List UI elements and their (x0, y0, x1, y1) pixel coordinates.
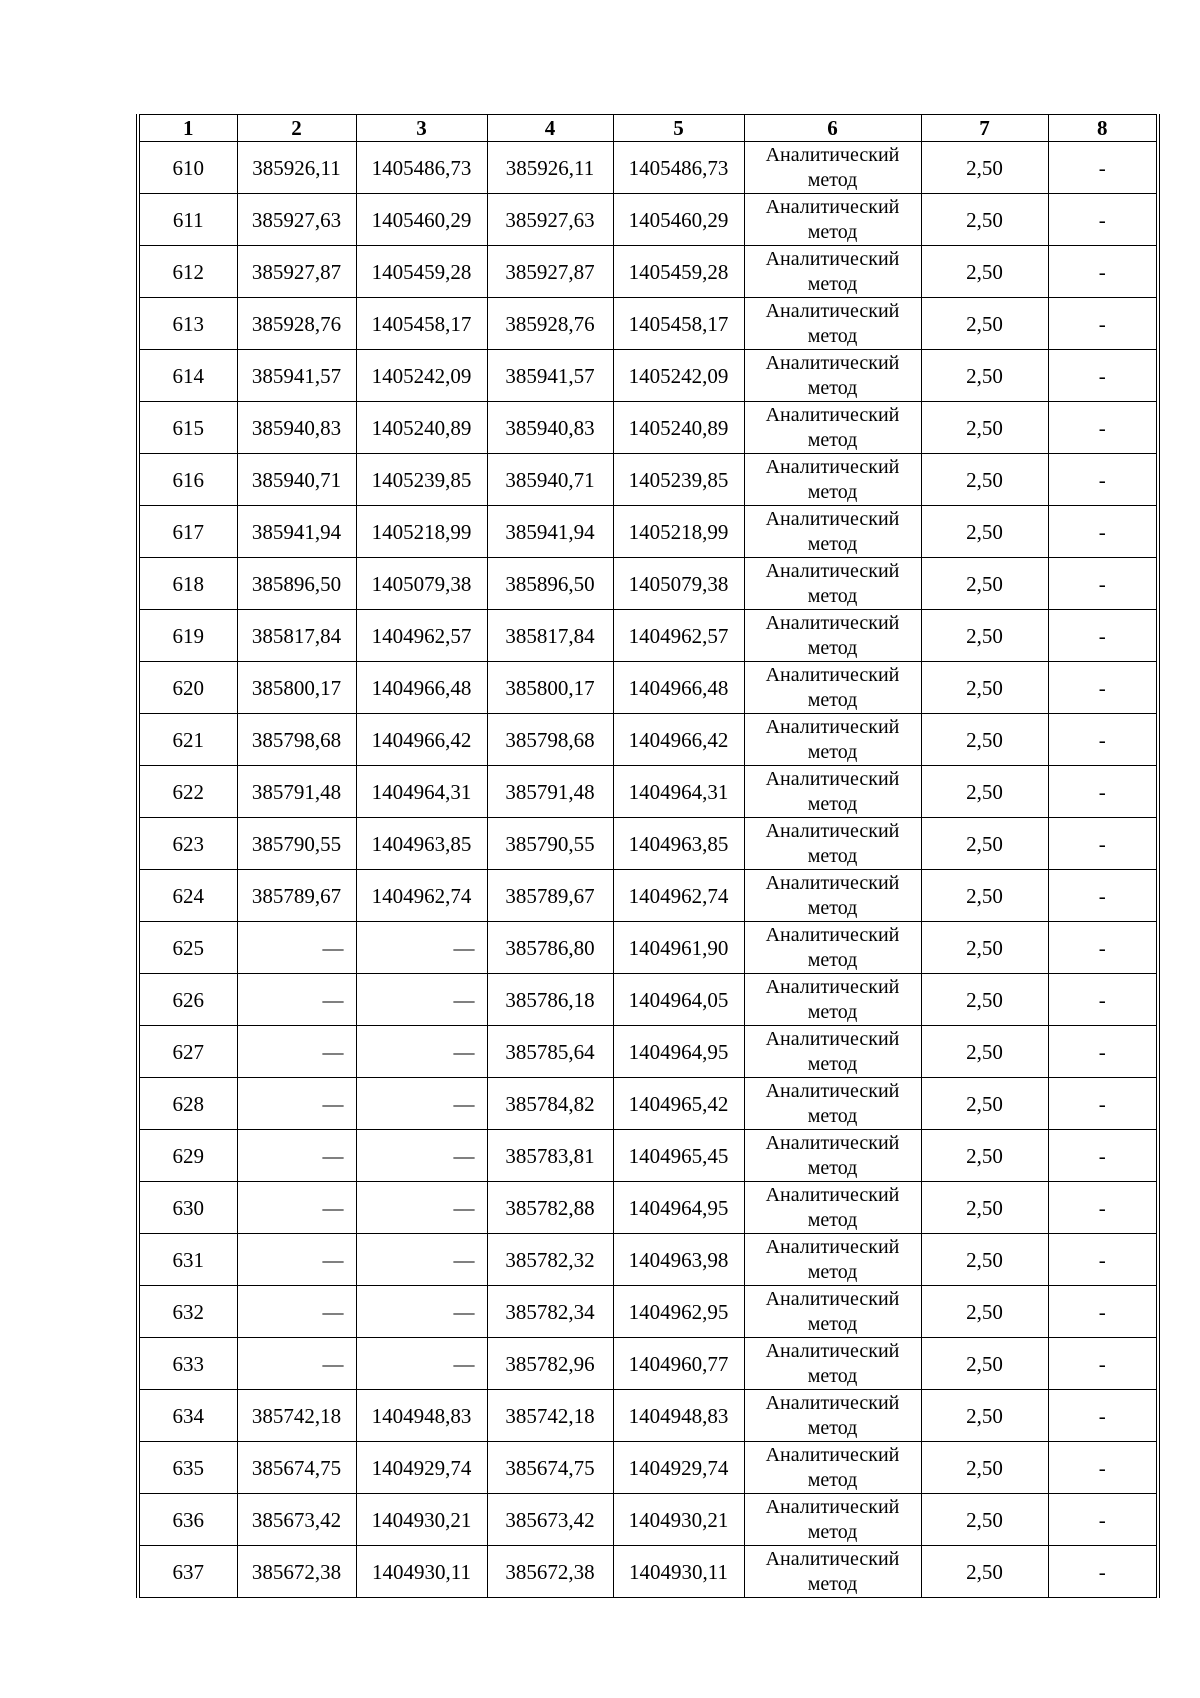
description-cell: - (1048, 1130, 1158, 1182)
table-row (138, 506, 1158, 558)
description-cell: - (1048, 974, 1158, 1026)
method-cell: Аналитический метод (744, 974, 921, 1026)
old-y-cell: — (356, 1026, 487, 1078)
new-y-cell: 1405218,99 (613, 506, 744, 558)
old-x-cell: 385672,38 (237, 1546, 356, 1598)
new-x-cell: 385786,80 (487, 922, 613, 974)
point-number-cell: 627 (138, 1026, 237, 1078)
description-cell: - (1048, 1286, 1158, 1338)
new-x-cell: 385941,94 (487, 506, 613, 558)
point-number-cell: 615 (138, 402, 237, 454)
old-y-cell: 1405460,29 (356, 194, 487, 246)
method-cell: Аналитический метод (744, 1130, 921, 1182)
table-row (138, 1442, 1158, 1494)
point-number-cell: 630 (138, 1182, 237, 1234)
accuracy-cell: 2,50 (921, 1182, 1048, 1234)
old-y-cell: 1405239,85 (356, 454, 487, 506)
old-y-cell: 1404963,85 (356, 818, 487, 870)
new-x-cell: 385742,18 (487, 1390, 613, 1442)
accuracy-cell: 2,50 (921, 558, 1048, 610)
new-y-cell: 1404965,45 (613, 1130, 744, 1182)
old-x-cell: 385817,84 (237, 610, 356, 662)
method-cell: Аналитический метод (744, 142, 921, 194)
method-cell: Аналитический метод (744, 454, 921, 506)
method-cell: Аналитический метод (744, 818, 921, 870)
method-cell: Аналитический метод (744, 1494, 921, 1546)
method-cell: Аналитический метод (744, 298, 921, 350)
old-x-cell: — (237, 1338, 356, 1390)
new-x-cell: 385786,18 (487, 974, 613, 1026)
new-x-cell: 385782,88 (487, 1182, 613, 1234)
method-cell: Аналитический метод (744, 402, 921, 454)
accuracy-cell: 2,50 (921, 818, 1048, 870)
column-header: 4 (487, 115, 613, 142)
point-number-cell: 618 (138, 558, 237, 610)
accuracy-cell: 2,50 (921, 870, 1048, 922)
accuracy-cell: 2,50 (921, 922, 1048, 974)
description-cell: - (1048, 1442, 1158, 1494)
table-row (138, 1286, 1158, 1338)
table-body (138, 142, 1158, 1598)
description-cell: - (1048, 870, 1158, 922)
accuracy-cell: 2,50 (921, 974, 1048, 1026)
new-y-cell: 1404966,42 (613, 714, 744, 766)
old-y-cell: — (356, 1234, 487, 1286)
description-cell: - (1048, 194, 1158, 246)
new-x-cell: 385789,67 (487, 870, 613, 922)
old-x-cell: 385926,11 (237, 142, 356, 194)
column-header: 5 (613, 115, 744, 142)
accuracy-cell: 2,50 (921, 1026, 1048, 1078)
new-x-cell: 385790,55 (487, 818, 613, 870)
new-y-cell: 1405486,73 (613, 142, 744, 194)
point-number-cell: 624 (138, 870, 237, 922)
old-x-cell: — (237, 1026, 356, 1078)
new-y-cell: 1404962,95 (613, 1286, 744, 1338)
method-cell: Аналитический метод (744, 610, 921, 662)
new-y-cell: 1404963,85 (613, 818, 744, 870)
new-y-cell: 1405458,17 (613, 298, 744, 350)
point-number-cell: 625 (138, 922, 237, 974)
method-cell: Аналитический метод (744, 506, 921, 558)
old-y-cell: 1404929,74 (356, 1442, 487, 1494)
description-cell: - (1048, 1494, 1158, 1546)
column-header: 2 (237, 115, 356, 142)
accuracy-cell: 2,50 (921, 402, 1048, 454)
method-cell: Аналитический метод (744, 246, 921, 298)
point-number-cell: 621 (138, 714, 237, 766)
accuracy-cell: 2,50 (921, 246, 1048, 298)
old-y-cell: 1405079,38 (356, 558, 487, 610)
old-y-cell: 1404962,74 (356, 870, 487, 922)
old-x-cell: 385800,17 (237, 662, 356, 714)
accuracy-cell: 2,50 (921, 194, 1048, 246)
accuracy-cell: 2,50 (921, 1546, 1048, 1598)
old-y-cell: — (356, 1286, 487, 1338)
column-header: 3 (356, 115, 487, 142)
old-x-cell: — (237, 1182, 356, 1234)
old-y-cell: — (356, 1078, 487, 1130)
new-x-cell: 385817,84 (487, 610, 613, 662)
old-y-cell: 1405218,99 (356, 506, 487, 558)
description-cell: - (1048, 402, 1158, 454)
new-y-cell: 1405079,38 (613, 558, 744, 610)
accuracy-cell: 2,50 (921, 1390, 1048, 1442)
column-header: 8 (1048, 115, 1158, 142)
point-number-cell: 636 (138, 1494, 237, 1546)
old-y-cell: 1404948,83 (356, 1390, 487, 1442)
point-number-cell: 614 (138, 350, 237, 402)
description-cell: - (1048, 818, 1158, 870)
new-x-cell: 385672,38 (487, 1546, 613, 1598)
old-x-cell: 385791,48 (237, 766, 356, 818)
point-number-cell: 635 (138, 1442, 237, 1494)
old-y-cell: 1404964,31 (356, 766, 487, 818)
accuracy-cell: 2,50 (921, 1130, 1048, 1182)
table-row (138, 818, 1158, 870)
point-number-cell: 634 (138, 1390, 237, 1442)
new-y-cell: 1404964,31 (613, 766, 744, 818)
table-row (138, 142, 1158, 194)
new-y-cell: 1405459,28 (613, 246, 744, 298)
point-number-cell: 637 (138, 1546, 237, 1598)
description-cell: - (1048, 766, 1158, 818)
new-x-cell: 385782,34 (487, 1286, 613, 1338)
old-y-cell: 1405242,09 (356, 350, 487, 402)
table-row (138, 350, 1158, 402)
old-y-cell: — (356, 1338, 487, 1390)
new-x-cell: 385674,75 (487, 1442, 613, 1494)
old-y-cell: 1404930,11 (356, 1546, 487, 1598)
method-cell: Аналитический метод (744, 1442, 921, 1494)
description-cell: - (1048, 610, 1158, 662)
table-row (138, 1546, 1158, 1598)
table-row (138, 714, 1158, 766)
new-y-cell: 1405460,29 (613, 194, 744, 246)
old-x-cell: 385674,75 (237, 1442, 356, 1494)
method-cell: Аналитический метод (744, 662, 921, 714)
new-x-cell: 385800,17 (487, 662, 613, 714)
point-number-cell: 632 (138, 1286, 237, 1338)
table-row (138, 1234, 1158, 1286)
accuracy-cell: 2,50 (921, 1234, 1048, 1286)
column-header: 6 (744, 115, 921, 142)
method-cell: Аналитический метод (744, 870, 921, 922)
description-cell: - (1048, 1182, 1158, 1234)
description-cell: - (1048, 662, 1158, 714)
table-row (138, 298, 1158, 350)
old-x-cell: 385927,87 (237, 246, 356, 298)
old-x-cell: 385928,76 (237, 298, 356, 350)
old-x-cell: 385673,42 (237, 1494, 356, 1546)
new-x-cell: 385940,71 (487, 454, 613, 506)
table-row (138, 974, 1158, 1026)
old-y-cell: — (356, 922, 487, 974)
table-row (138, 1390, 1158, 1442)
column-header: 1 (138, 115, 237, 142)
method-cell: Аналитический метод (744, 714, 921, 766)
description-cell: - (1048, 298, 1158, 350)
accuracy-cell: 2,50 (921, 1286, 1048, 1338)
new-y-cell: 1404966,48 (613, 662, 744, 714)
old-x-cell: 385940,71 (237, 454, 356, 506)
old-y-cell: 1405240,89 (356, 402, 487, 454)
header-row (138, 115, 1158, 142)
new-y-cell: 1404960,77 (613, 1338, 744, 1390)
new-x-cell: 385784,82 (487, 1078, 613, 1130)
new-y-cell: 1404929,74 (613, 1442, 744, 1494)
accuracy-cell: 2,50 (921, 298, 1048, 350)
table-row (138, 870, 1158, 922)
new-x-cell: 385783,81 (487, 1130, 613, 1182)
point-number-cell: 629 (138, 1130, 237, 1182)
old-x-cell: — (237, 922, 356, 974)
description-cell: - (1048, 454, 1158, 506)
accuracy-cell: 2,50 (921, 454, 1048, 506)
point-number-cell: 623 (138, 818, 237, 870)
new-x-cell: 385785,64 (487, 1026, 613, 1078)
table-row (138, 662, 1158, 714)
accuracy-cell: 2,50 (921, 350, 1048, 402)
method-cell: Аналитический метод (744, 1026, 921, 1078)
point-number-cell: 622 (138, 766, 237, 818)
table-row (138, 1182, 1158, 1234)
table-row (138, 1130, 1158, 1182)
accuracy-cell: 2,50 (921, 662, 1048, 714)
old-x-cell: 385790,55 (237, 818, 356, 870)
new-y-cell: 1405242,09 (613, 350, 744, 402)
description-cell: - (1048, 506, 1158, 558)
accuracy-cell: 2,50 (921, 1338, 1048, 1390)
accuracy-cell: 2,50 (921, 142, 1048, 194)
table-header (138, 115, 1158, 142)
table-row (138, 766, 1158, 818)
old-x-cell: 385941,57 (237, 350, 356, 402)
new-x-cell: 385896,50 (487, 558, 613, 610)
old-y-cell: 1404966,48 (356, 662, 487, 714)
table-row (138, 402, 1158, 454)
new-y-cell: 1404964,95 (613, 1182, 744, 1234)
table-row (138, 1338, 1158, 1390)
table-row (138, 194, 1158, 246)
point-number-cell: 631 (138, 1234, 237, 1286)
accuracy-cell: 2,50 (921, 1442, 1048, 1494)
method-cell: Аналитический метод (744, 1078, 921, 1130)
old-x-cell: — (237, 1078, 356, 1130)
old-x-cell: — (237, 974, 356, 1026)
table-row (138, 1494, 1158, 1546)
old-y-cell: 1404966,42 (356, 714, 487, 766)
method-cell: Аналитический метод (744, 766, 921, 818)
point-number-cell: 616 (138, 454, 237, 506)
description-cell: - (1048, 922, 1158, 974)
old-x-cell: — (237, 1234, 356, 1286)
column-header: 7 (921, 115, 1048, 142)
new-y-cell: 1404964,05 (613, 974, 744, 1026)
old-y-cell: 1405458,17 (356, 298, 487, 350)
description-cell: - (1048, 1338, 1158, 1390)
new-x-cell: 385940,83 (487, 402, 613, 454)
old-y-cell: 1405486,73 (356, 142, 487, 194)
accuracy-cell: 2,50 (921, 1078, 1048, 1130)
point-number-cell: 628 (138, 1078, 237, 1130)
description-cell: - (1048, 1234, 1158, 1286)
old-x-cell: 385798,68 (237, 714, 356, 766)
new-x-cell: 385791,48 (487, 766, 613, 818)
new-y-cell: 1404948,83 (613, 1390, 744, 1442)
method-cell: Аналитический метод (744, 194, 921, 246)
new-y-cell: 1404963,98 (613, 1234, 744, 1286)
new-x-cell: 385927,87 (487, 246, 613, 298)
description-cell: - (1048, 350, 1158, 402)
new-y-cell: 1404930,11 (613, 1546, 744, 1598)
old-x-cell: 385896,50 (237, 558, 356, 610)
method-cell: Аналитический метод (744, 1286, 921, 1338)
new-x-cell: 385927,63 (487, 194, 613, 246)
point-number-cell: 613 (138, 298, 237, 350)
method-cell: Аналитический метод (744, 1234, 921, 1286)
old-y-cell: 1404962,57 (356, 610, 487, 662)
accuracy-cell: 2,50 (921, 766, 1048, 818)
method-cell: Аналитический метод (744, 1182, 921, 1234)
accuracy-cell: 2,50 (921, 506, 1048, 558)
old-y-cell: 1405459,28 (356, 246, 487, 298)
new-y-cell: 1404962,74 (613, 870, 744, 922)
method-cell: Аналитический метод (744, 1546, 921, 1598)
description-cell: - (1048, 714, 1158, 766)
old-x-cell: 385789,67 (237, 870, 356, 922)
old-y-cell: — (356, 974, 487, 1026)
description-cell: - (1048, 1078, 1158, 1130)
description-cell: - (1048, 1026, 1158, 1078)
new-x-cell: 385928,76 (487, 298, 613, 350)
old-x-cell: 385927,63 (237, 194, 356, 246)
new-x-cell: 385782,32 (487, 1234, 613, 1286)
old-y-cell: — (356, 1130, 487, 1182)
new-x-cell: 385782,96 (487, 1338, 613, 1390)
point-number-cell: 610 (138, 142, 237, 194)
new-y-cell: 1405240,89 (613, 402, 744, 454)
new-x-cell: 385941,57 (487, 350, 613, 402)
description-cell: - (1048, 1546, 1158, 1598)
old-x-cell: 385742,18 (237, 1390, 356, 1442)
method-cell: Аналитический метод (744, 350, 921, 402)
new-y-cell: 1404962,57 (613, 610, 744, 662)
table-row (138, 454, 1158, 506)
accuracy-cell: 2,50 (921, 610, 1048, 662)
old-x-cell: 385940,83 (237, 402, 356, 454)
table-row (138, 558, 1158, 610)
table-row (138, 246, 1158, 298)
table-row (138, 922, 1158, 974)
description-cell: - (1048, 1390, 1158, 1442)
old-x-cell: — (237, 1130, 356, 1182)
point-number-cell: 611 (138, 194, 237, 246)
old-y-cell: 1404930,21 (356, 1494, 487, 1546)
new-y-cell: 1405239,85 (613, 454, 744, 506)
document-table-container (136, 114, 1156, 1598)
point-number-cell: 612 (138, 246, 237, 298)
old-x-cell: 385941,94 (237, 506, 356, 558)
new-y-cell: 1404961,90 (613, 922, 744, 974)
point-number-cell: 626 (138, 974, 237, 1026)
method-cell: Аналитический метод (744, 1338, 921, 1390)
coordinates-table (136, 114, 1160, 1598)
description-cell: - (1048, 142, 1158, 194)
point-number-cell: 620 (138, 662, 237, 714)
method-cell: Аналитический метод (744, 558, 921, 610)
new-y-cell: 1404930,21 (613, 1494, 744, 1546)
accuracy-cell: 2,50 (921, 1494, 1048, 1546)
table-row (138, 1078, 1158, 1130)
point-number-cell: 619 (138, 610, 237, 662)
new-y-cell: 1404964,95 (613, 1026, 744, 1078)
description-cell: - (1048, 246, 1158, 298)
new-x-cell: 385673,42 (487, 1494, 613, 1546)
description-cell: - (1048, 558, 1158, 610)
new-x-cell: 385926,11 (487, 142, 613, 194)
method-cell: Аналитический метод (744, 922, 921, 974)
table-row (138, 610, 1158, 662)
point-number-cell: 633 (138, 1338, 237, 1390)
old-y-cell: — (356, 1182, 487, 1234)
method-cell: Аналитический метод (744, 1390, 921, 1442)
new-y-cell: 1404965,42 (613, 1078, 744, 1130)
table-row (138, 1026, 1158, 1078)
new-x-cell: 385798,68 (487, 714, 613, 766)
old-x-cell: — (237, 1286, 356, 1338)
point-number-cell: 617 (138, 506, 237, 558)
accuracy-cell: 2,50 (921, 714, 1048, 766)
